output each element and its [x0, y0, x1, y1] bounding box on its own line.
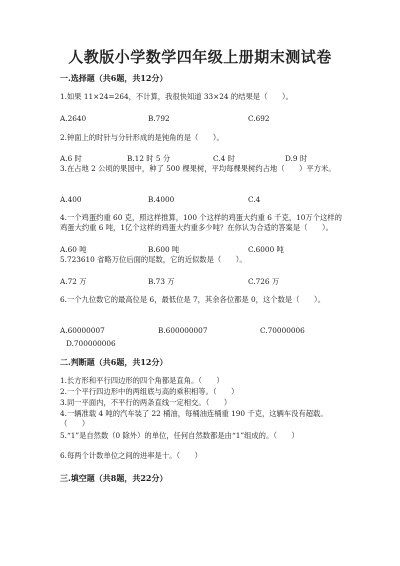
- option: B.12 时 5 分: [127, 154, 171, 163]
- question-stem: 4.一个鸡蛋约重 60 克，照这样推算，100 个这样的鸡蛋大约重 6 千克，10万个这样的鸡蛋大约重 6 吨，1亿个这样的鸡蛋大约重多少吨？在你认为合适的答案是（ ）。: [60, 213, 342, 232]
- option: D.9 时: [285, 154, 308, 163]
- option: A.6 时: [60, 154, 82, 163]
- option: A.72 万: [60, 277, 87, 286]
- page-title: 人教版小学数学四年级上册期末测试卷: [68, 48, 332, 66]
- option: A.400: [60, 195, 82, 204]
- option: C.692: [248, 114, 270, 123]
- option: C.4: [248, 195, 261, 204]
- section-heading: 三.填空题（共8题，共22分）: [60, 473, 168, 483]
- section-heading: 二.判断题（共6题，共12分）: [60, 357, 168, 367]
- option: A.2640: [60, 114, 87, 123]
- option: C.70000006: [260, 326, 305, 335]
- question-stem: 6.一个九位数它的最高位是 6，最低位是 7，其余各位都是 0，这个数是（ ）。: [60, 295, 325, 304]
- judge-item: 5.“1”是自然数（0 除外）的单位，任何自然数都是由“1”组成的。（ ）: [60, 431, 299, 440]
- judge-item: 6.每两个计数单位之间的进率是十。（ ）: [60, 451, 202, 460]
- option: C.726 万: [248, 277, 280, 286]
- judge-item: 4.一辆准载 4 吨的汽车装了 22 桶油，每桶油连桶重 190 千克，这辆车没有超载。（ ）: [60, 409, 328, 428]
- question-stem: 2.钟面上的时针与分针形成的是钝角的是（ ）。: [60, 133, 224, 142]
- option: B.4000: [148, 195, 175, 204]
- question-stem: 3.在占地 2 公顷的果园中，种了 500 棵果树，平均每棵果树约占地（ ）平方米。: [60, 164, 336, 173]
- option: B.600000007: [158, 326, 208, 335]
- section-heading: 一.选择题（共6题，共12分）: [60, 73, 168, 83]
- option: A.60 吨: [60, 245, 87, 254]
- option: D.700000006: [66, 339, 116, 348]
- option: A.60000007: [60, 326, 105, 335]
- option: C.6000 吨: [248, 245, 284, 254]
- question-stem: 1.如果 11×24=264，不计算，我很快知道 33×24 的结果是（ ）。: [60, 92, 293, 101]
- judge-item: 3.同一平面内，不平行的两条直线一定相交。（ ）: [60, 398, 232, 407]
- option: C.4 时: [213, 154, 235, 163]
- option: B.73 万: [148, 277, 175, 286]
- judge-item: 1.长方形和平行四边形的四个角都是直角。（ ）: [60, 376, 224, 385]
- option: B.792: [148, 114, 170, 123]
- option: B.600 吨: [148, 245, 180, 254]
- judge-item: 2.一个平行四边形中的两组底与高的乘积相等。（ ）: [60, 387, 239, 396]
- question-stem: 5.723610 省略万位后面的尾数，它的近似数是（ ）。: [60, 255, 247, 264]
